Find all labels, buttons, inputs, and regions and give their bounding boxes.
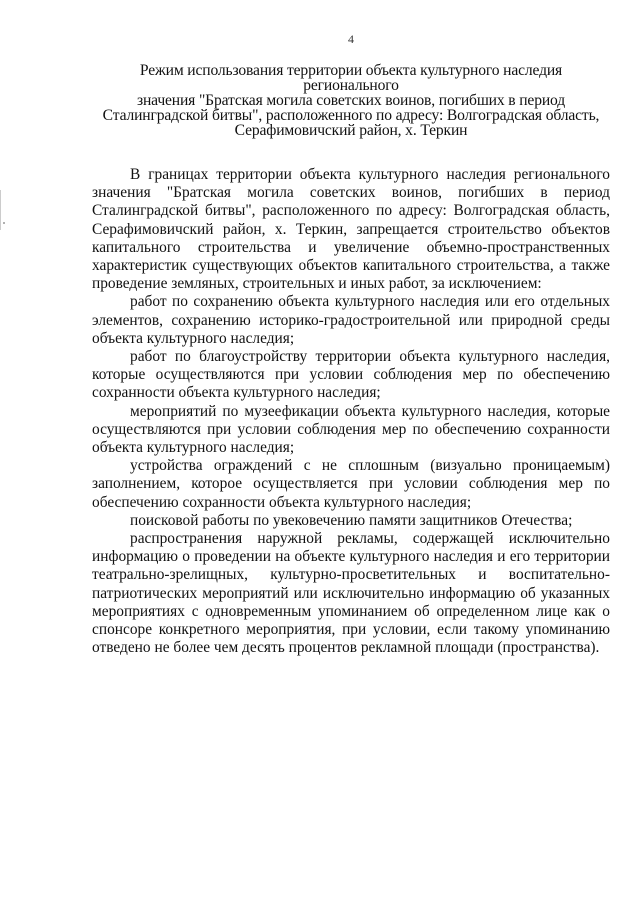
- paragraph-intro: В границах территории объекта культурного наследия регионального значения "Братская могила советских воинов, погибших в период Сталинградской битвы", расположенного по адресу: Волгоградская область, Серафимовичский район, х. Теркин, запрещается строительство объектов капитального строительства и увеличение объемно-пространственных характеристик существующих объектов капитального строительства, а также проведение земляных, строительных и иных работ, за исключением:: [92, 166, 610, 293]
- paragraph-exception: работ по сохранению объекта культурного наследия или его отдельных элементов, сохранению историко-градостроительной или природной среды объекта культурного наследия;: [92, 293, 610, 347]
- title-line: значения "Братская могила советских воинов, погибших в период: [136, 92, 566, 109]
- scan-edge-mark: [0, 190, 1, 230]
- title-line: Сталинградской битвы", расположенного по адресу: Волгоградская область,: [102, 107, 600, 124]
- scan-artifact: [3, 222, 5, 224]
- paragraph-exception: работ по благоустройству территории объекта культурного наследия, которые осуществляются при условии соблюдения мер по обеспечению сохранности объекта культурного наследия;: [92, 348, 610, 402]
- paragraph-exception: устройства ограждений с не сплошным (визуально проницаемым) заполнением, которое осуществляется при условии соблюдения мер по обеспечению сохранности объекта культурного наследия;: [92, 457, 610, 511]
- paragraph-exception: распространения наружной рекламы, содержащей исключительно информацию о проведении на объекте культурного наследия и его территории театрально-зрелищных, культурно-просветительных и воспитательно-патриотических мероприятий или исключительно информацию об указанных мероприятиях с одновременным упоминанием об определенном лице как о спонсоре конкретного мероприятия, при условии, если такому упоминанию отведено не более чем десять процентов рекламной площади (пространства).: [92, 530, 610, 657]
- title-line: Серафимовичский район, х. Теркин: [234, 122, 468, 139]
- title-line: Режим использования территории объекта культурного наследия регионального: [139, 62, 563, 94]
- paragraph-exception: мероприятий по музеефикации объекта культурного наследия, которые осуществляются при условии соблюдения мер по обеспечению сохранности объекта культурного наследия;: [92, 402, 610, 457]
- paragraph-exception: поисковой работы по увековечению памяти защитников Отечества;: [130, 511, 573, 529]
- page-number: 4: [348, 32, 354, 46]
- document-body: [92, 166, 610, 657]
- document-title: [92, 63, 610, 138]
